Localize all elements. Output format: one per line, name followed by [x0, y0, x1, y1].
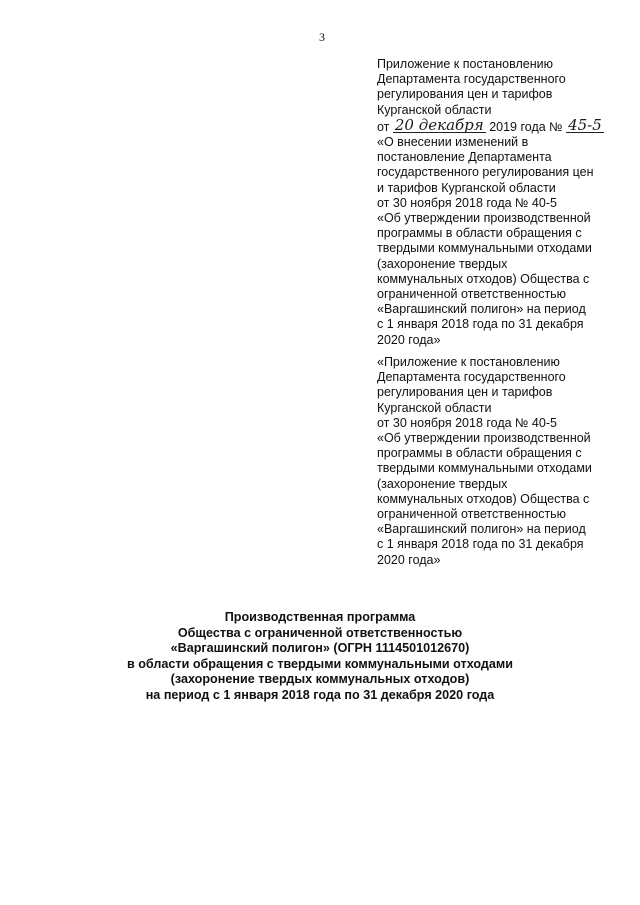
annex-line: ограниченной ответственностью	[377, 287, 567, 302]
annex-line: программы в области обращения с	[377, 446, 582, 461]
annex-line: и тарифов Курганской области	[377, 180, 556, 195]
annex-line: Курганской области	[377, 102, 492, 117]
annex-line: «Варгашинский полигон» на период	[377, 522, 586, 537]
handwritten-number: 45-5	[568, 115, 602, 134]
annex-line: постановление Департамента	[377, 150, 552, 165]
annex-line: «Варгашинский полигон» на период	[377, 302, 586, 317]
annex-line: коммунальных отходов) Общества с	[377, 491, 590, 506]
annex-line: от 30 ноября 2018 года № 40-5	[377, 415, 557, 430]
annex-line: коммунальных отходов) Общества с	[377, 271, 590, 286]
title-line: «Варгашинский полигон» (ОГРН 1114501012670)	[170, 641, 470, 655]
annex-line: с 1 января 2018 года по 31 декабря	[377, 537, 584, 552]
annex-line: твердыми коммунальными отходами	[377, 461, 592, 476]
title-line: Производственная программа	[224, 610, 416, 624]
handwritten-date: 20 декабря	[394, 115, 484, 134]
annex-line: Курганской области	[377, 400, 492, 415]
annex-line: программы в области обращения с	[377, 226, 582, 241]
annex-line: государственного регулирования цен	[377, 165, 594, 180]
annex-line: Департамента государственного	[377, 370, 566, 385]
annex-line: 2020 года»	[377, 552, 441, 567]
annex-line: (захоронение твердых	[377, 476, 508, 491]
annex-header-current	[377, 57, 627, 348]
annex-line: регулирования цен и тарифов	[377, 385, 553, 400]
date-prefix: от	[377, 119, 390, 134]
title-line: Общества с ограниченной ответственностью	[177, 625, 463, 640]
annex-line: регулирования цен и тарифов	[377, 87, 553, 102]
annex-header-original	[377, 355, 627, 568]
annex-line: 2020 года»	[377, 332, 441, 347]
annex-line: Департамента государственного	[377, 72, 566, 87]
annex-line: твердыми коммунальными отходами	[377, 241, 592, 256]
program-title	[60, 610, 580, 703]
title-line: на период с 1 января 2018 года по 31 декабря 2020 года	[145, 687, 495, 702]
annex-line: «Об утверждении производственной	[377, 431, 591, 446]
annex-line: ограниченной ответственностью	[377, 507, 567, 522]
title-line: (захоронение твердых коммунальных отходов)	[170, 672, 470, 686]
page-number: 3	[319, 30, 325, 44]
annex-date-line	[377, 115, 627, 135]
annex-line: с 1 января 2018 года по 31 декабря	[377, 317, 584, 332]
annex-line: (захоронение твердых	[377, 256, 508, 271]
annex-line: «Об утверждении производственной	[377, 211, 591, 226]
date-middle: 2019 года №	[489, 119, 563, 134]
annex-line: Приложение к постановлению	[377, 57, 553, 71]
title-line: в области обращения с твердыми коммунальными отходами	[127, 656, 513, 671]
annex-line: от 30 ноября 2018 года № 40-5	[377, 195, 557, 210]
annex-line: «Приложение к постановлению	[377, 355, 560, 369]
annex-line: «О внесении изменений в	[377, 135, 529, 150]
